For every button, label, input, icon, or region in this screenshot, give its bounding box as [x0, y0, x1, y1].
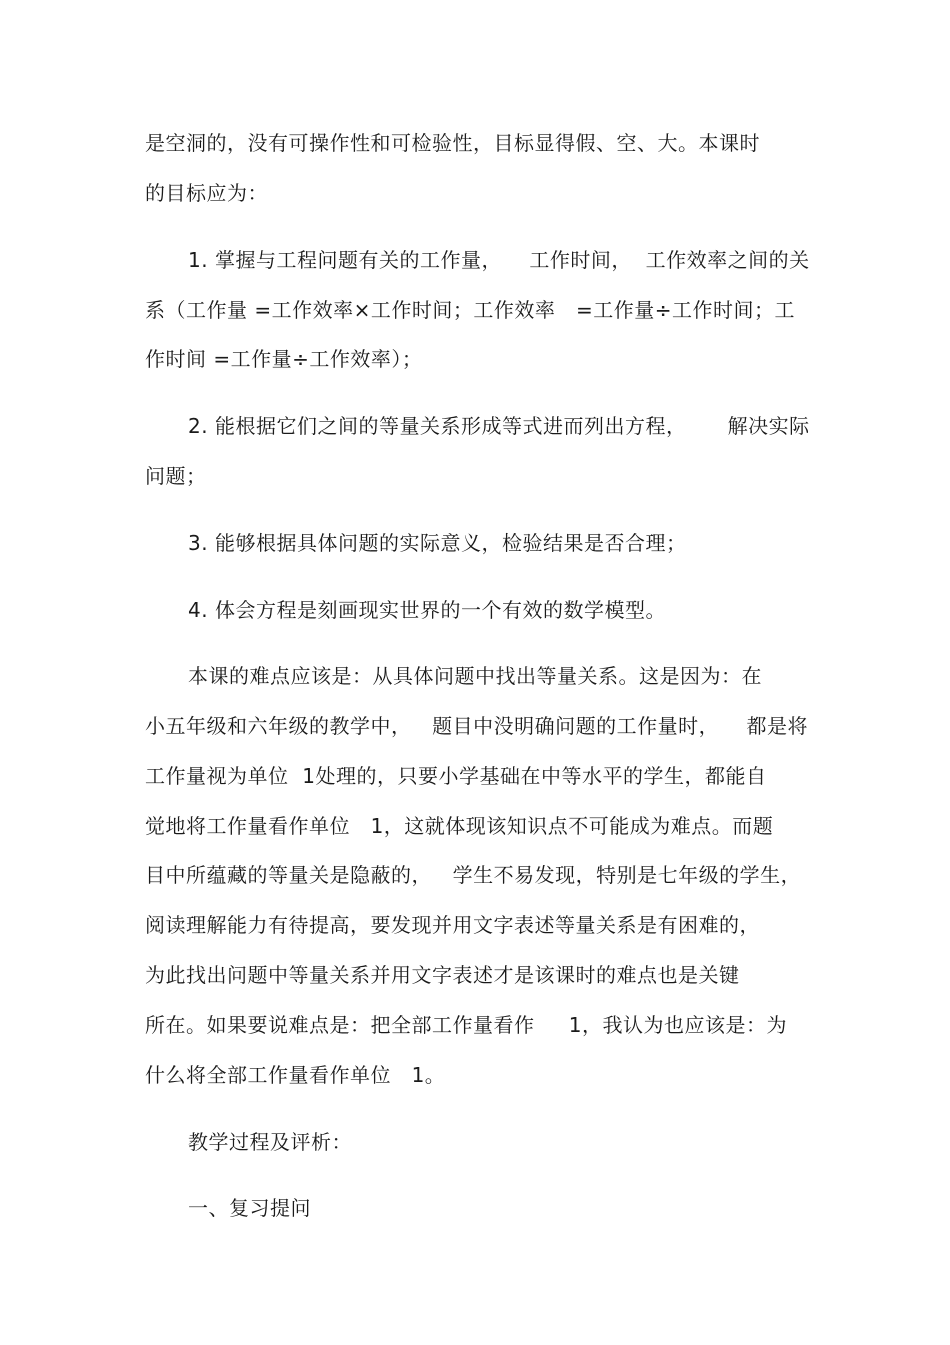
goal2-line-2: 问题； [145, 464, 207, 488]
difficulty-line-5: 目中所蕴藏的等量关是隐蔽的， 学生不易发现，特别是七年级的学生， [145, 863, 802, 887]
goal1-line-1: 1. 掌握与工程问题有关的工作量， 工作时间， 工作效率之间的关 [188, 248, 810, 272]
difficulty-line-8: 所在。如果要说难点是：把全部工作量看作 1，我认为也应该是：为 [145, 1013, 788, 1037]
goal3-line: 3. 能够根据具体问题的实际意义，检验结果是否合理； [188, 531, 687, 555]
difficulty-line-9: 什么将全部工作量看作单位 1。 [145, 1063, 446, 1087]
difficulty-line-3: 工作量视为单位 1处理的，只要小学基础在中等水平的学生，都能自 [145, 764, 767, 788]
goal1-line-3: 作时间 =工作量÷工作效率）； [145, 347, 423, 371]
difficulty-line-7: 为此找出问题中等量关系并用文字表述才是该课时的难点也是关键 [145, 963, 740, 987]
intro-line-2: 的目标应为： [145, 181, 268, 205]
intro-line-1: 是空洞的，没有可操作性和可检验性，目标显得假、空、大。本课时 [145, 131, 760, 155]
difficulty-line-1: 本课的难点应该是：从具体问题中找出等量关系。这是因为：在 [188, 664, 762, 688]
goal4-line: 4. 体会方程是刻画现实世界的一个有效的数学模型。 [188, 598, 666, 622]
goal1-line-2: 系（工作量 =工作效率×工作时间；工作效率 =工作量÷工作时间；工 [145, 298, 795, 322]
difficulty-line-4: 觉地将工作量看作单位 1，这就体现该知识点不可能成为难点。而题 [145, 814, 774, 838]
goal2-line-1: 2. 能根据它们之间的等量关系形成等式进而列出方程， 解决实际 [188, 414, 810, 438]
difficulty-line-2: 小五年级和六年级的教学中， 题目中没明确问题的工作量时， 都是将 [145, 714, 809, 738]
process-heading: 教学过程及评析： [188, 1130, 352, 1154]
difficulty-line-6: 阅读理解能力有待提高，要发现并用文字表述等量关系是有困难的， [145, 913, 760, 937]
section1-heading: 一、复习提问 [188, 1196, 311, 1220]
